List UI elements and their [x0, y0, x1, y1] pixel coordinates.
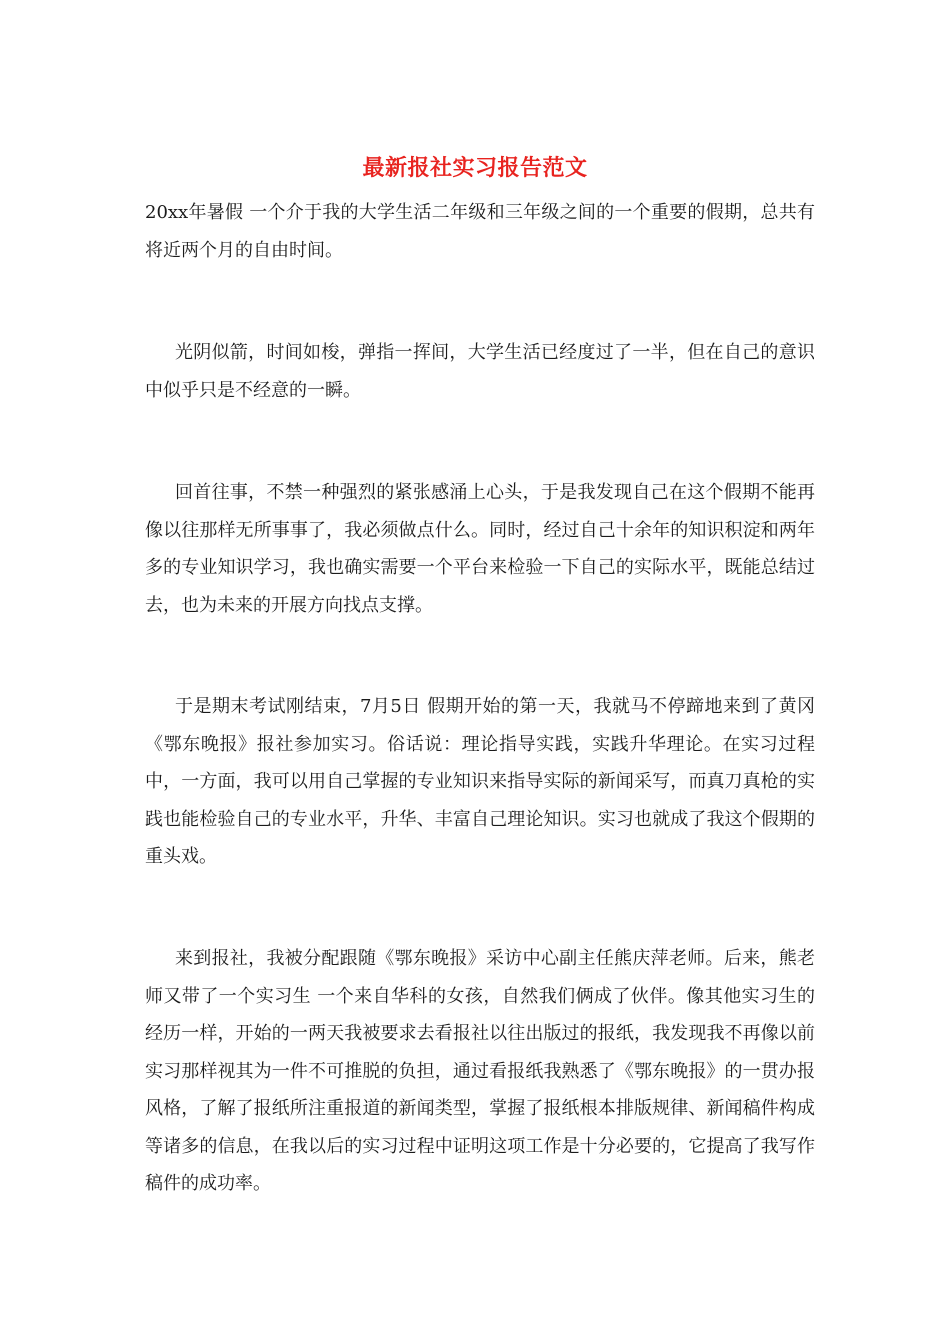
paragraph-4: 于是期末考试刚结束，7月5日 假期开始的第一天，我就马不停蹄地来到了黄冈《鄂东晚报》报社参加实习。俗话说：理论指导实践，实践升华理论。在实习过程中，一方面，我可以用自己掌握的专业知识来指导实际的新闻采写，而真刀真枪的实践也能检验自己的专业水平，升华、丰富自己理论知识。实习也就成了我这个假期的重头戏。	[145, 696, 815, 867]
paragraph-1: 20xx年暑假 一个介于我的大学生活二年级和三年级之间的一个重要的假期，总共有将近两个月的自由时间。	[145, 202, 815, 261]
paragraph-3: 回首往事，不禁一种强烈的紧张感涌上心头，于是我发现自己在这个假期不能再像以往那样无所事事了，我必须做点什么。同时，经过自己十余年的知识积淀和两年多的专业知识学习，我也确实需要一个平台来检验一下自己的实际水平，既能总结过去，也为未来的开展方向找点支撑。	[145, 482, 815, 616]
paragraph-2: 光阴似箭，时间如梭，弹指一挥间，大学生活已经度过了一半，但在自己的意识中似乎只是不经意的一瞬。	[145, 342, 815, 401]
document-title: 最新报社实习报告范文	[362, 155, 588, 181]
paragraph-5: 来到报社，我被分配跟随《鄂东晚报》采访中心副主任熊庆萍老师。后来，熊老师又带了一个实习生 一个来自华科的女孩，自然我们俩成了伙伴。像其他实习生的经历一样，开始的一两天我被要求去看报社以往出版过的报纸，我发现我不再像以前实习那样视其为一件不可推脱的负担，通过看报纸我熟悉了《鄂东晚报》的一贯办报风格，了解了报纸所注重报道的新闻类型，掌握了报纸根本排版规律、新闻稿件构成等诸多的信息，在我以后的实习过程中证明这项工作是十分必要的，它提高了我写作稿件的成功率。	[145, 948, 815, 1194]
